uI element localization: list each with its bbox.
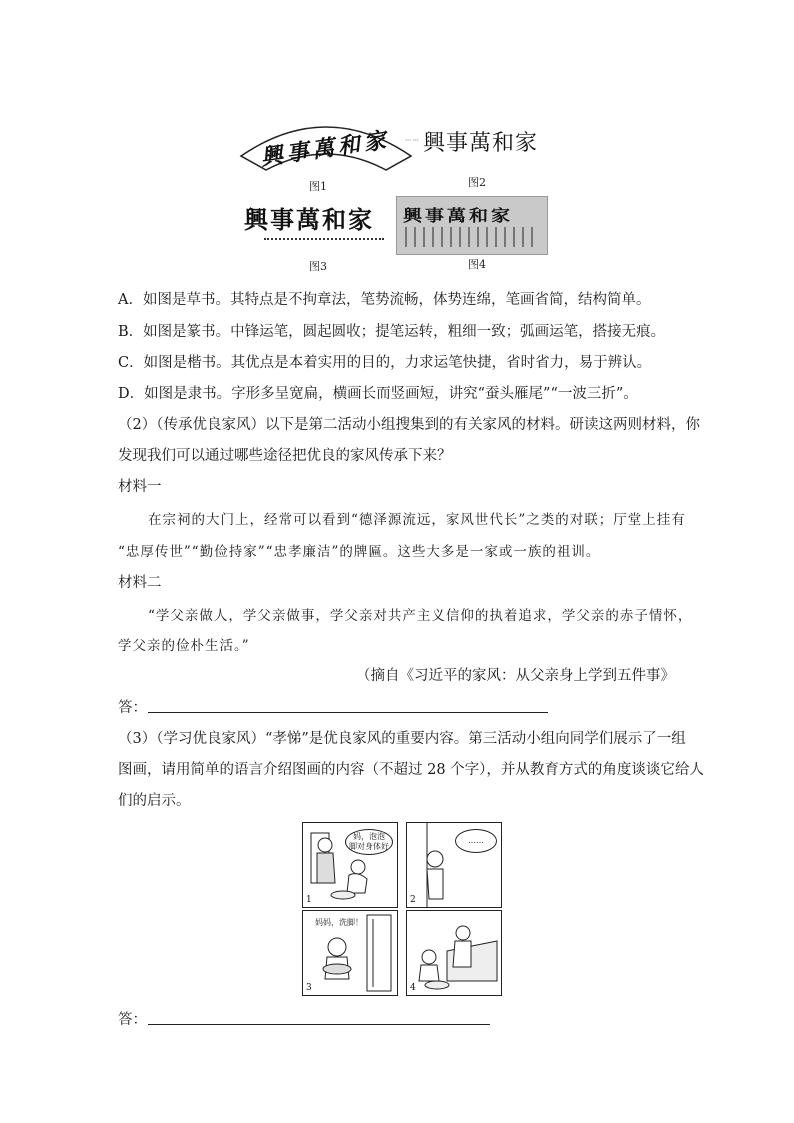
figure-1-caption: 图1: [309, 180, 327, 193]
material-2-title: 材料二: [118, 575, 162, 591]
panel-number-4: 4: [410, 983, 416, 993]
figure-3-calligraphy: 興事萬和家: [244, 205, 374, 234]
comic-panel-3: [302, 910, 398, 996]
material-2-source: （摘自《习近平的家风：从父亲身上学到五件事》: [356, 668, 675, 684]
figure-3-regular-script: [236, 198, 396, 256]
question-2-line-1: （2）（传承优良家风）以下是第二活动小组搜集到的有关家风的材料。研读这两则材料，你: [118, 417, 700, 433]
comic-strip: [300, 820, 504, 996]
material-2-line-2: 学父亲的俭朴生活。”: [118, 638, 250, 654]
answer-line-q3[interactable]: [148, 1024, 490, 1025]
figure-2-calligraphy: 興事萬和家: [423, 131, 539, 156]
panel-number-2: 2: [410, 895, 416, 905]
answer-label-q3: 答：: [118, 1012, 147, 1028]
figure-4-calligraphy: 興事萬和家: [403, 206, 514, 226]
option-b: B．如图是篆书。中锋运笔，圆起圆收；提笔运转，粗细一致；弧画运笔，搭接无痕。: [118, 324, 666, 340]
figure-1-cursive-fan: [236, 118, 416, 178]
comic-panel-1: [302, 822, 398, 908]
question-3-line-2: 图画，请用简单的语言介绍图画的内容（不超过 28 个字），并从教育方式的角度谈谈它给人: [118, 762, 704, 778]
figure-2-caption: 图2: [468, 176, 486, 189]
option-d: D．如图是隶书。字形多呈宽扁，横画长而竖画短，讲究“蚕头雁尾”“一波三折”。: [118, 386, 638, 402]
speech-bubble-1: 妈，泡泡 脚对身体好: [345, 829, 393, 855]
figure-4-clerical-script: [396, 196, 548, 255]
question-3-line-3: 们的启示。: [118, 793, 191, 809]
comic-panel-4: [406, 910, 502, 996]
speech-bubble-2: ……: [455, 829, 497, 853]
panel-number-3: 3: [306, 983, 312, 993]
answer-label-q2: 答：: [118, 700, 147, 716]
material-2-line-1: “学父亲做人，学父亲做事，学父亲对共产主义信仰的执着追求，学父亲的赤子情怀，: [148, 608, 693, 624]
figure-2-seal-script: ⋯ ⋯ 興事萬和家: [405, 122, 550, 162]
question-2-line-2: 发现我们可以通过哪些途径把优良的家风传承下来？: [118, 448, 452, 464]
panel-number-1: 1: [306, 895, 312, 905]
question-3-line-1: （3）（学习优良家风）“孝悌”是优良家风的重要内容。第三活动小组向同学们展示了一组: [118, 731, 686, 747]
figure-3-caption: 图3: [309, 260, 327, 273]
comic-caption-3: 妈妈，洗脚！: [315, 918, 363, 927]
material-1-title: 材料一: [118, 479, 162, 495]
answer-line-q2[interactable]: [148, 712, 548, 713]
material-1-line-2: “忠厚传世”“勤俭持家”“忠孝廉洁”的牌匾。这些大多是一家或一族的祖训。: [118, 544, 601, 560]
figure-1-calligraphy: 興事萬和家: [259, 127, 392, 171]
material-1-line-1: 在宗祠的大门上，经常可以看到“德泽源流远，家风世代长”之类的对联；厅堂上挂有: [148, 512, 686, 528]
comic-panel-2: [406, 822, 502, 908]
option-a: A．如图是草书。其特点是不拘章法，笔势流畅，体势连绵，笔画省简，结构简单。: [118, 292, 651, 308]
option-c: C．如图是楷书。其优点是本着实用的目的，力求运笔快捷，省时省力，易于辨认。: [118, 355, 652, 371]
figure-4-caption: 图4: [468, 258, 486, 271]
